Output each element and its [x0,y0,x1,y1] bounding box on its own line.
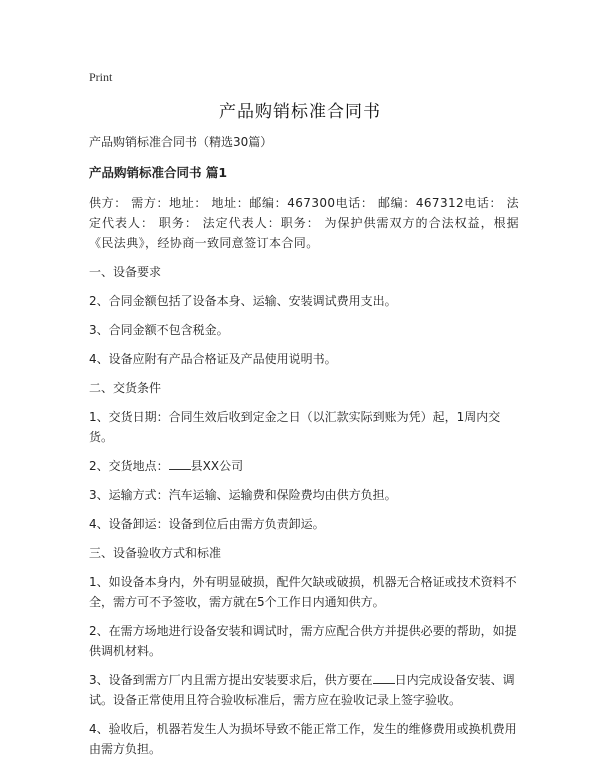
blank-line [373,671,395,684]
page-title: 产品购销标准合同书 [219,102,381,122]
acceptance-heading: 三、设备验收方式和标准 [89,546,222,560]
delivery-item-4: 4、设备卸运：设备到位后由需方负责卸运。 [89,517,325,531]
delivery-item-3: 3、运输方式：汽车运输、运输费和保险费均由供方负担。 [89,488,397,502]
equipment-requirements-heading: 一、设备要求 [89,265,162,279]
delivery-terms-heading: 二、交货条件 [89,381,162,395]
acceptance-item-3-end: 日内完成设备安装、调试。设备正常使用且符合验收标准后，需方应在验收记录上签字验收。 [89,673,515,707]
parties-paragraph: 供方： 需方：地址： 地址：邮编：467300电话： 邮编：467312电话： 法定代表人： 职务： 法定代表人：职务： 为保护供需双方的合法权益，根据《民法典》，经协商一致同意签订本合同。 [89,196,519,250]
document-subtitle: 产品购销标准合同书（精选30篇） [89,135,273,149]
acceptance-item-4: 4、验收后，机器若发生人为损坏导致不能正常工作，发生的维修费用或换机费用由需方负担。 [89,722,517,756]
delivery-item-2 [89,456,519,476]
acceptance-item-3-start: 3、设备到需方厂内且需方提出安装要求后，供方要在 [89,673,373,687]
delivery-location-label: 2、交货地点： [89,459,169,473]
equipment-item-2: 2、合同金额包括了设备本身、运输、安装调试费用支出。 [89,294,397,308]
acceptance-item-1: 1、如设备本身内，外有明显破损，配件欠缺或破损，机器无合格证或技术资料不全，需方可不予签收，需方就在5个工作日内通知供方。 [89,575,517,609]
blank-line [169,457,191,470]
section-heading: 产品购销标准合同书 篇1 [89,165,228,180]
equipment-item-4: 4、设备应附有产品合格证及产品使用说明书。 [89,352,337,366]
delivery-item-1: 1、交货日期：合同生效后收到定金之日（以汇款实际到账为凭）起，1周内交货。 [89,410,501,444]
acceptance-item-2: 2、在需方场地进行设备安装和调试时，需方应配合供方并提供必要的帮助，如提供调机材料。 [89,624,517,658]
document-body [89,132,519,768]
acceptance-item-3 [89,670,519,710]
equipment-item-3: 3、合同金额不包含税金。 [89,323,229,337]
delivery-location-value: 县XX公司 [190,459,244,473]
print-label: Print [89,70,113,84]
